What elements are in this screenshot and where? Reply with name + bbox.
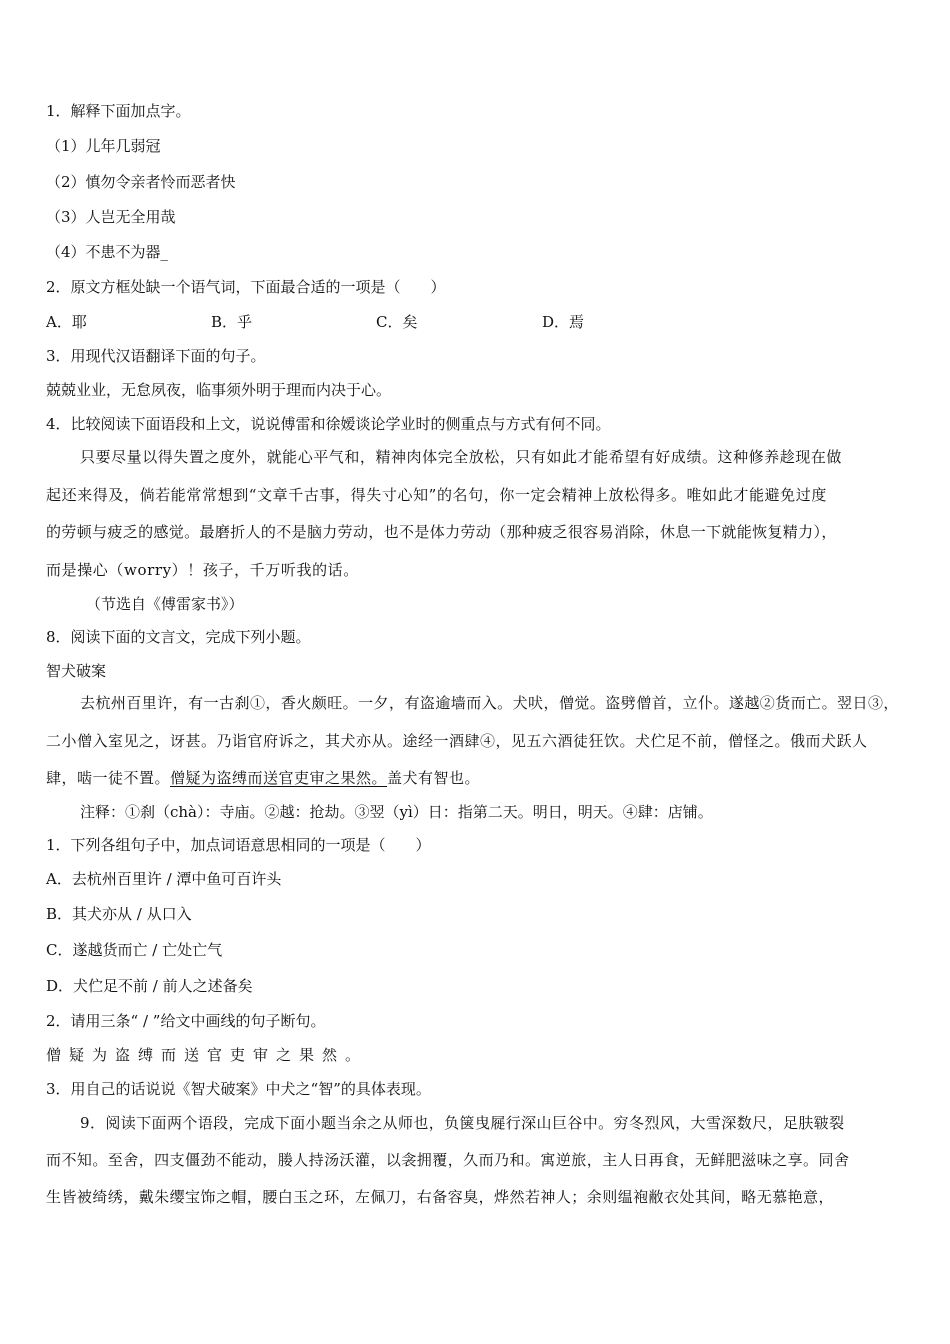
q1-title: 1．解释下面加点字。 bbox=[46, 102, 191, 120]
q1-item-4: （4）不患不为器_ bbox=[46, 243, 169, 261]
q8-sub2-title: 2．请用三条“ / ”给文中画线的句子断句。 bbox=[46, 1012, 326, 1030]
q4-passage-line: 的劳顿与疲乏的感觉。最磨折人的不是脑力劳动，也不是体力劳动（那种疲乏很容易消除，休息一下就能恢复精力）， bbox=[46, 523, 837, 541]
q3-title: 3．用现代汉语翻译下面的句子。 bbox=[46, 347, 266, 365]
q8-sub1-option-b: B．其犬亦从 / 从口入 bbox=[46, 905, 192, 923]
q2-option-b: B．乎 bbox=[211, 313, 253, 331]
q9-line: 而不知。至舍，四支僵劲不能动，媵人持汤沃灌，以衾拥覆，久而乃和。寓逆旅，主人日再食，无鲜肥滋味之享。同舍 bbox=[46, 1151, 850, 1169]
q2-option-d: D．焉 bbox=[542, 313, 585, 331]
q8-sub2-sentence: 僧疑为盗缚而送官吏审之果然。 bbox=[46, 1046, 369, 1064]
q4-source: （节选自《傅雷家书》） bbox=[86, 595, 244, 613]
q8-sub1-option-c: C．遂越货而亡 / 亡处亡气 bbox=[46, 941, 223, 959]
q8-passage-line: 去杭州百里许，有一古刹①，香火颇旺。一夕，有盗逾墙而入。犬吠，僧觉。盗劈僧首，立仆。遂越②货而亡。翌日③， bbox=[80, 694, 899, 712]
q8-title: 8．阅读下面的文言文，完成下列小题。 bbox=[46, 628, 311, 646]
q4-title: 4．比较阅读下面语段和上文，说说傅雷和徐嫒谈论学业时的侧重点与方式有何不同。 bbox=[46, 415, 611, 433]
q8-sub3-title: 3．用自己的话说说《智犬破案》中犬之“智”的具体表现。 bbox=[46, 1080, 431, 1098]
q4-passage-line: 而是操心（worry）！孩子，千万听我的话。 bbox=[46, 561, 359, 579]
q4-passage-line: 只要尽量以得失置之度外，就能心平气和，精神肉体完全放松，只有如此才能希望有好成绩。这种修养趁现在做 bbox=[80, 448, 842, 466]
q8-passage-text: 盖犬有智也。 bbox=[387, 769, 481, 787]
q2-title: 2．原文方框处缺一个语气词，下面最合适的一项是（ ） bbox=[46, 278, 446, 296]
q1-item-2: （2）慎勿令亲者怜而恶者快 bbox=[46, 173, 236, 191]
q2-option-c: C．矣 bbox=[376, 313, 418, 331]
q4-passage-line: 起还来得及，倘若能常常想到“文章千古事，得失寸心知”的名句，你一定会精神上放松得多。唯如此才能避免过度 bbox=[46, 486, 827, 504]
q8-passage-line: 二小僧入室见之，讶甚。乃诣官府诉之，其犬亦从。途经一酒肆④，见五六酒徒狂饮。犬伫足不前，僧怪之。俄而犬跃人 bbox=[46, 732, 868, 750]
q8-passage-line-3 bbox=[46, 768, 480, 788]
q9-line: 生皆被绮绣，戴朱缨宝饰之帽，腰白玉之环，左佩刀，右备容臭，烨然若神人；余则缊袍敝衣处其间，略无慕艳意， bbox=[46, 1188, 834, 1206]
q8-article-title: 智犬破案 bbox=[46, 662, 107, 680]
q9-line: 9．阅读下面两个语段，完成下面小题当余之从师也，负箧曳屣行深山巨谷中。穷冬烈风，大雪深数尺，足肤皲裂 bbox=[80, 1114, 845, 1132]
q8-notes: 注释：①刹（chà）：寺庙。②越：抢劫。③翌（yì）日：指第二天。明日，明天。④肆：店铺。 bbox=[80, 803, 713, 821]
q1-item-3: （3）人岂无全用哉 bbox=[46, 208, 176, 226]
q8-sub1-title: 1．下列各组句子中，加点词语意思相同的一项是（ ） bbox=[46, 836, 431, 854]
q3-sentence: 兢兢业业，无怠夙夜，临事须外明于理而内决于心。 bbox=[46, 381, 392, 399]
q1-item-1: （1）儿年几弱冠 bbox=[46, 137, 161, 155]
q8-passage-text: 肆，啮一徒不置。 bbox=[46, 769, 171, 787]
q2-option-a: A．耶 bbox=[46, 313, 87, 331]
q8-sub1-option-a: A．去杭州百里许 / 潭中鱼可百许头 bbox=[46, 870, 282, 888]
q8-underlined-sentence: 僧疑为盗缚而送官吏审之果然。 bbox=[170, 769, 388, 787]
q8-sub1-option-d: D．犬伫足不前 / 前人之述备矣 bbox=[46, 977, 253, 995]
